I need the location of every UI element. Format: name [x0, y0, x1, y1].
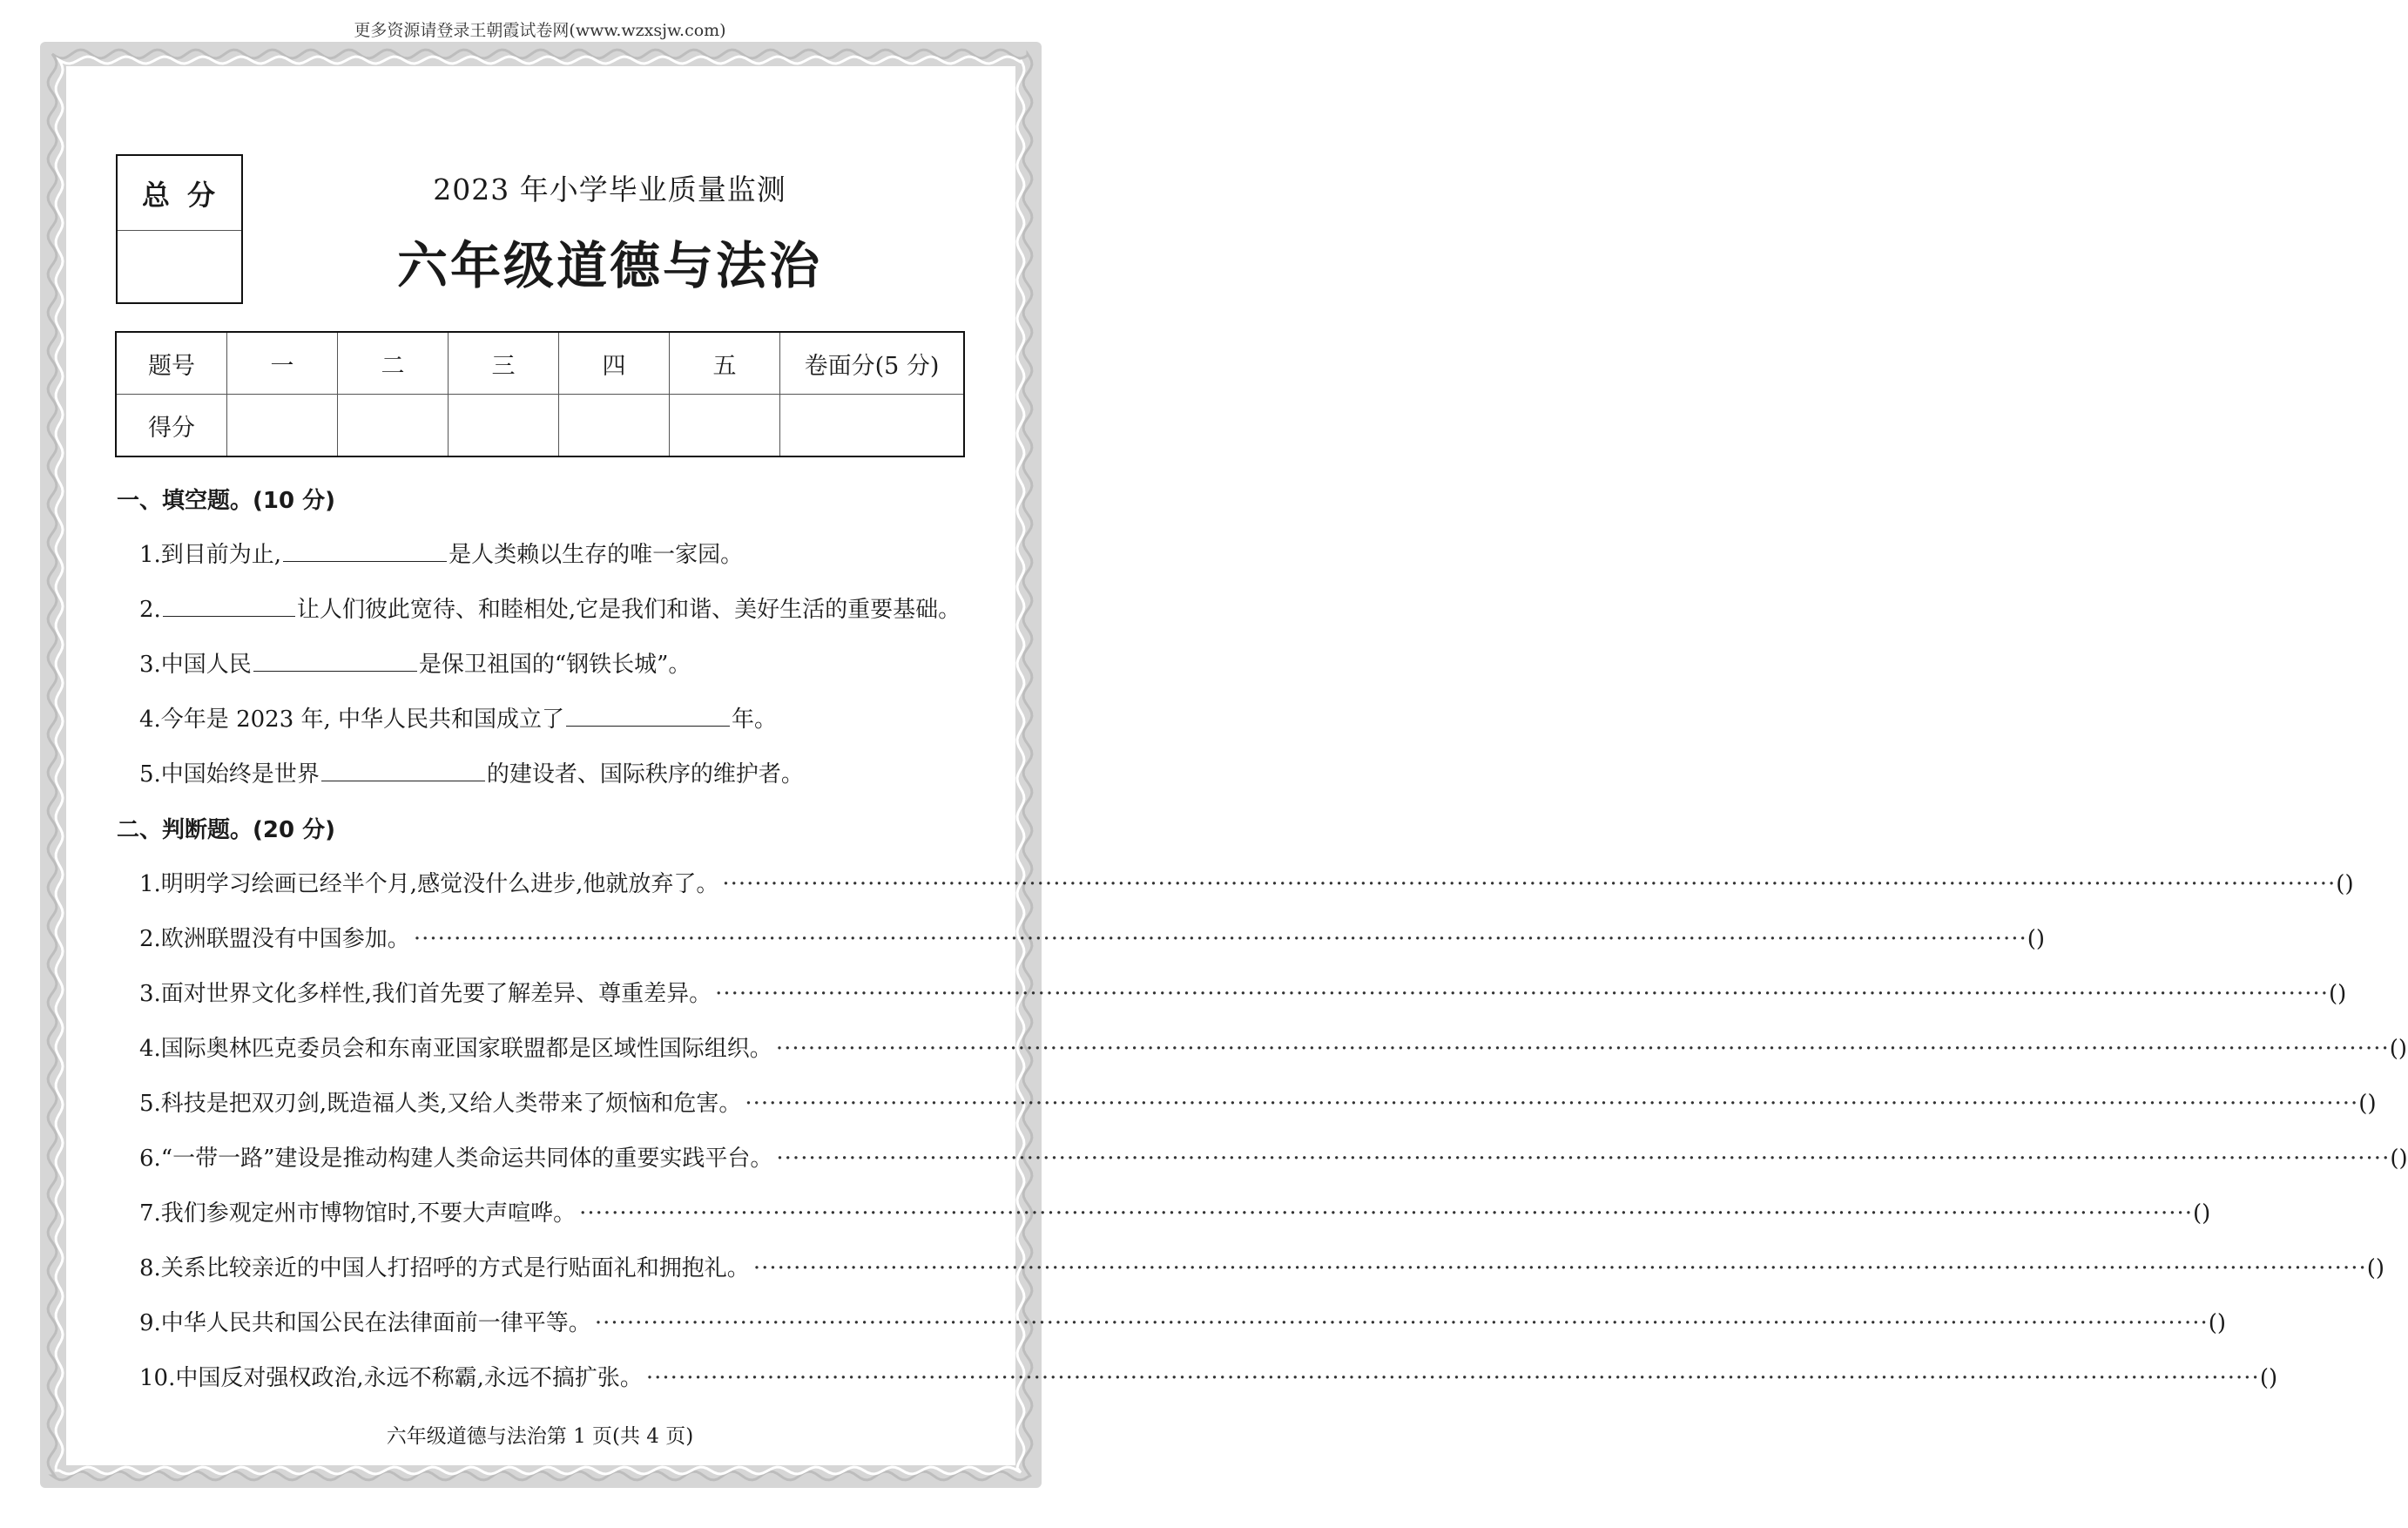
- leader-dots: ········································································································································································································: [776, 1146, 2391, 1172]
- judge-question: [139, 1031, 2408, 1063]
- judge-question-text: 10.中国反对强权政治,永远不称霸,永远不搞扩张。: [139, 1365, 643, 1391]
- fill-question-text: 2.: [139, 597, 161, 623]
- fill-question-text: 的建设者、国际秩序的维护者。: [486, 761, 804, 788]
- answer-blank[interactable]: [283, 538, 447, 562]
- paren-close: ): [2375, 1255, 2385, 1281]
- paren-close: ): [2367, 1091, 2377, 1117]
- leader-dots: ········································································································································································································: [645, 1365, 2260, 1391]
- judge-question: [139, 1250, 2385, 1282]
- paren-close: ): [2268, 1365, 2278, 1391]
- leader-dots: ········································································································································································································: [594, 1310, 2209, 1336]
- fill-question-text: 让人们彼此宽待、和睦相处,它是我们和谐、美好生活的重要基础。: [296, 597, 961, 623]
- judge-question: [139, 1140, 2408, 1173]
- leader-dots: ········································································································································································································: [722, 871, 2337, 897]
- score-cell[interactable]: [338, 395, 449, 457]
- fill-question-text: 是保卫祖国的“钢铁长城”。: [418, 652, 691, 678]
- exam-subtitle: 2023 年小学毕业质量监测: [433, 172, 786, 206]
- fill-question-text: 1.到目前为止,: [139, 542, 282, 568]
- paren-close: ): [2216, 1310, 2227, 1336]
- fill-question-text: 年。: [732, 707, 778, 733]
- answer-parens[interactable]: [2358, 1091, 2376, 1117]
- answer-parens[interactable]: [2027, 926, 2045, 952]
- paren-open: (: [2193, 1200, 2202, 1227]
- answer-parens[interactable]: [2209, 1310, 2226, 1336]
- score-header-cell: 卷面分(5 分): [780, 332, 965, 395]
- judge-question: [139, 921, 2046, 953]
- leader-dots: ········································································································································································································: [745, 1091, 2359, 1117]
- fill-question: [139, 646, 691, 679]
- judge-question-text: 2.欧洲联盟没有中国参加。: [139, 926, 410, 952]
- paren-open: (: [2027, 926, 2036, 952]
- total-score-label: 总分: [118, 156, 241, 231]
- judge-question-text: 8.关系比较亲近的中国人打招呼的方式是行贴面礼和拥抱礼。: [139, 1255, 750, 1281]
- paren-open: (: [2390, 1146, 2399, 1172]
- fill-question-text: 是人类赖以生存的唯一家园。: [449, 542, 744, 568]
- source-note: 更多资源请登录王朝霞试卷网(www.wzxsjw.com): [354, 21, 726, 40]
- paren-open: (: [2208, 1310, 2217, 1336]
- total-score-box: [116, 154, 243, 304]
- score-cell[interactable]: [559, 395, 670, 457]
- leader-dots: ········································································································································································································: [715, 981, 2330, 1007]
- score-header-cell: 五: [670, 332, 780, 395]
- paren-close: ): [2035, 926, 2046, 952]
- leader-dots: ········································································································································································································: [775, 1036, 2390, 1062]
- judge-question: [139, 1085, 2377, 1118]
- fill-question: [139, 592, 961, 624]
- answer-parens[interactable]: [2260, 1365, 2277, 1391]
- judge-question: [139, 866, 2354, 898]
- paren-open: (: [2259, 1365, 2269, 1391]
- judge-question: [139, 976, 2347, 1008]
- judge-question-text: 9.中华人民共和国公民在法律面前一律平等。: [139, 1310, 591, 1336]
- score-table: [115, 331, 965, 457]
- judge-question: [139, 1195, 2211, 1227]
- score-header-cell: 二: [338, 332, 449, 395]
- fill-question-text: 5.中国始终是世界: [139, 761, 320, 788]
- paren-open: (: [2358, 1091, 2368, 1117]
- page-footer: 六年级道德与法治第 1 页(共 4 页): [386, 1425, 694, 1448]
- exam-title: 六年级道德与法治: [396, 236, 822, 295]
- score-cell[interactable]: [780, 395, 965, 457]
- answer-parens[interactable]: [2193, 1200, 2210, 1227]
- fill-question: [139, 701, 777, 734]
- paren-close: ): [2398, 1036, 2408, 1062]
- paren-close: ): [2398, 1146, 2408, 1172]
- judge-question: [139, 1360, 2278, 1392]
- judge-question-text: 6.“一带一路”建设是推动构建人类命运共同体的重要实践平台。: [139, 1146, 773, 1172]
- answer-parens[interactable]: [2336, 871, 2353, 897]
- judge-question-text: 7.我们参观定州市博物馆时,不要大声喧哗。: [139, 1200, 577, 1227]
- fill-question-text: 3.中国人民: [139, 652, 252, 678]
- score-header-cell: 四: [559, 332, 670, 395]
- answer-blank[interactable]: [321, 758, 485, 781]
- judge-question-text: 3.面对世界文化多样性,我们首先要了解差异、尊重差异。: [139, 981, 712, 1007]
- score-cell[interactable]: [670, 395, 780, 457]
- judge-question-text: 1.明明学习绘画已经半个月,感觉没什么进步,他就放弃了。: [139, 871, 719, 897]
- paren-open: (: [2329, 981, 2338, 1007]
- answer-parens[interactable]: [2367, 1255, 2384, 1281]
- score-table-score-row: [116, 395, 964, 457]
- leader-dots: ········································································································································································································: [413, 926, 2027, 952]
- fill-question: [139, 537, 743, 569]
- answer-blank[interactable]: [566, 703, 730, 727]
- paren-close: ): [2202, 1200, 2211, 1227]
- score-cell[interactable]: [227, 395, 338, 457]
- answer-parens[interactable]: [2390, 1146, 2407, 1172]
- score-header-cell: 三: [449, 332, 559, 395]
- paren-open: (: [2336, 871, 2345, 897]
- paren-close: ): [2344, 871, 2354, 897]
- answer-blank[interactable]: [163, 593, 295, 617]
- leader-dots: ········································································································································································································: [579, 1200, 2194, 1227]
- section-fill-in-title: 一、填空题。(10 分): [117, 488, 335, 514]
- judge-question: [139, 1305, 2227, 1337]
- leader-dots: ········································································································································································································: [752, 1255, 2367, 1281]
- fill-question-text: 4.今年是 2023 年, 中华人民共和国成立了: [139, 707, 565, 733]
- fill-question: [139, 756, 804, 788]
- score-header-cell: 题号: [116, 332, 227, 395]
- score-row-label: 得分: [116, 395, 227, 457]
- section-true-false-title: 二、判断题。(20 分): [117, 817, 335, 843]
- paren-open: (: [2389, 1036, 2398, 1062]
- answer-parens[interactable]: [2390, 1036, 2407, 1062]
- answer-parens[interactable]: [2329, 981, 2346, 1007]
- answer-blank[interactable]: [253, 648, 417, 672]
- score-header-cell: 一: [227, 332, 338, 395]
- paren-close: ): [2337, 981, 2347, 1007]
- score-cell[interactable]: [449, 395, 559, 457]
- score-table-header-row: [116, 332, 964, 395]
- paren-open: (: [2366, 1255, 2376, 1281]
- judge-question-text: 4.国际奥林匹克委员会和东南亚国家联盟都是区域性国际组织。: [139, 1036, 772, 1062]
- judge-question-text: 5.科技是把双刃剑,既造福人类,又给人类带来了烦恼和危害。: [139, 1091, 742, 1117]
